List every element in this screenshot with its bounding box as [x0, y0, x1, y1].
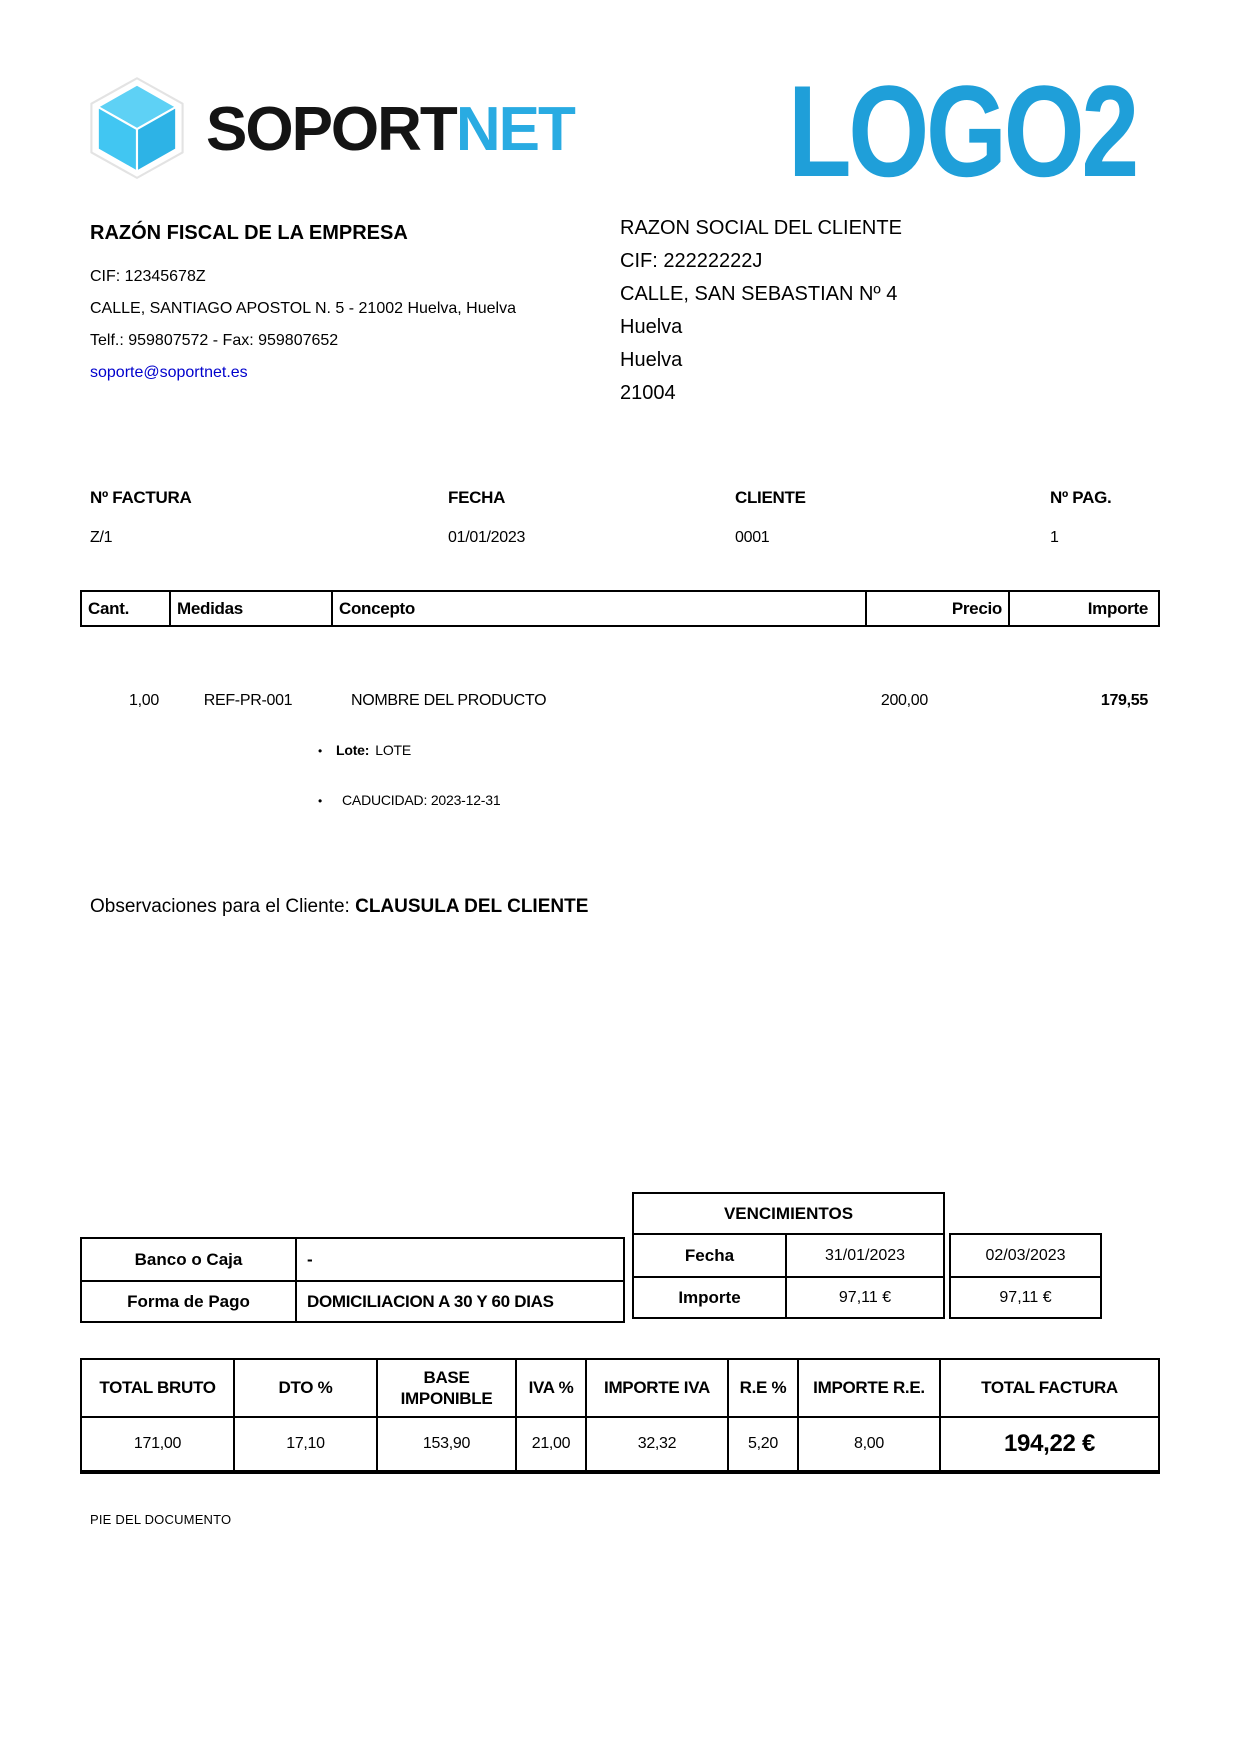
due2-amount: 97,11 € — [951, 1276, 1100, 1317]
totals-header-importe-iva: IMPORTE IVA — [585, 1360, 727, 1416]
client-name: RAZON SOCIAL DEL CLIENTE — [620, 217, 902, 239]
bullet-icon: • — [318, 744, 323, 758]
totals-header-importe-re: IMPORTE R.E. — [797, 1360, 939, 1416]
totals-value-importe-re: 8,00 — [797, 1418, 939, 1470]
due-dates-title: VENCIMIENTOS — [632, 1192, 945, 1235]
totals-value-total-factura: 194,22 € — [939, 1418, 1158, 1470]
invoice-date-value: 01/01/2023 — [448, 529, 526, 546]
items-header-concept: Concepto — [331, 592, 865, 625]
totals-header-base-imponible: BASE IMPONIBLE — [376, 1360, 515, 1416]
logo2-text: LOGO2 — [788, 58, 1137, 204]
invoice-client-value: 0001 — [735, 529, 770, 546]
totals-value-importe-iva: 32,32 — [585, 1418, 727, 1470]
invoice-page-block — [1050, 488, 1111, 547]
item-detail-caducidad — [318, 792, 500, 808]
item-amount: 179,55 — [1100, 692, 1148, 709]
due1-amount: 97,11 € — [838, 1288, 892, 1306]
client-address: CALLE, SAN SEBASTIAN Nº 4 — [620, 283, 898, 305]
items-header-amount: Importe — [1008, 592, 1154, 625]
client-info — [620, 212, 1100, 410]
client-cif: CIF: 22222222J — [620, 250, 763, 272]
payment-method-row — [82, 1280, 623, 1321]
brand-wordmark — [206, 94, 574, 164]
payment-method-label: Forma de Pago — [82, 1282, 297, 1321]
company-name: RAZÓN FISCAL DE LA EMPRESA — [90, 222, 408, 244]
company-info — [90, 222, 570, 389]
totals-value-total-bruto: 171,00 — [133, 1435, 182, 1452]
payment-method-value: DOMICILIACION A 30 Y 60 DIAS — [307, 1291, 554, 1311]
logo2 — [788, 58, 1223, 204]
brand-wordmark-soport: SOPORT — [206, 94, 456, 164]
due-amount-label: Importe — [634, 1278, 787, 1317]
items-header-price: Precio — [865, 592, 1008, 625]
items-header-qty: Cant. — [88, 598, 130, 618]
cube-logo-icon — [84, 74, 190, 185]
company-email-link[interactable]: soporte@soportnet.es — [90, 364, 248, 381]
bank-value: - — [307, 1249, 313, 1269]
item-detail-lote-label: Lote: — [336, 742, 370, 758]
totals-table — [80, 1358, 1160, 1474]
company-logo — [84, 74, 574, 185]
totals-header-re-pct: R.E % — [727, 1360, 797, 1416]
company-phone-fax: Telf.: 959807572 - Fax: 959807652 — [90, 332, 339, 349]
item-price: 200,00 — [880, 692, 928, 709]
client-observations — [90, 896, 588, 918]
invoice-number-block — [90, 488, 191, 547]
item-detail-lote-value: LOTE — [375, 742, 411, 758]
totals-value-dto: 17,10 — [233, 1418, 376, 1470]
invoice-client-block — [735, 488, 806, 547]
due-date-row — [634, 1235, 943, 1276]
due-dates-second-column — [949, 1233, 1102, 1319]
invoice-page-label: Nº PAG. — [1050, 488, 1112, 507]
items-table-header — [80, 590, 1160, 627]
due2-date: 02/03/2023 — [985, 1246, 1066, 1264]
totals-value-re-pct: 5,20 — [727, 1418, 797, 1470]
company-address: CALLE, SANTIAGO APOSTOL N. 5 - 21002 Huelva, Huelva — [90, 300, 516, 317]
due-date-label: Fecha — [634, 1235, 787, 1276]
bank-row — [82, 1239, 623, 1280]
due-dates-table — [632, 1233, 945, 1319]
item-reference: REF-PR-001 — [203, 692, 293, 709]
company-cif: CIF: 12345678Z — [90, 268, 206, 285]
item-concept: NOMBRE DEL PRODUCTO — [351, 692, 547, 709]
totals-header-total-factura: TOTAL FACTURA — [939, 1360, 1158, 1416]
totals-value-base-imponible: 153,90 — [376, 1418, 515, 1470]
totals-header-row — [82, 1360, 1158, 1416]
item-detail-caducidad-value: CADUCIDAD: 2023-12-31 — [342, 792, 501, 808]
brand-wordmark-net: NET — [455, 94, 574, 164]
items-header-measures: Medidas — [169, 592, 331, 625]
bank-label: Banco o Caja — [82, 1239, 297, 1280]
invoice-page-value: 1 — [1050, 529, 1059, 546]
bullet-icon: • — [318, 794, 323, 808]
document-footer: PIE DEL DOCUMENTO — [90, 1512, 232, 1527]
client-province: Huelva — [620, 349, 683, 371]
due1-date: 31/01/2023 — [824, 1246, 906, 1264]
invoice-number-label: Nº FACTURA — [90, 488, 192, 507]
observations-label: Observaciones para el Cliente: — [90, 896, 356, 917]
due-amount-row — [634, 1276, 943, 1317]
invoice-date-label: FECHA — [448, 488, 506, 507]
invoice-number-value: Z/1 — [90, 529, 113, 546]
totals-header-iva-pct: IVA % — [515, 1360, 585, 1416]
observations-value: CLAUSULA DEL CLIENTE — [355, 896, 589, 917]
totals-header-total-bruto: TOTAL BRUTO — [99, 1378, 216, 1398]
invoice-date-block — [448, 488, 525, 547]
item-detail-lote — [318, 742, 411, 758]
client-postal-code: 21004 — [620, 382, 676, 404]
invoice-client-label: CLIENTE — [735, 488, 806, 507]
totals-header-dto: DTO % — [233, 1360, 376, 1416]
totals-values-row — [82, 1416, 1158, 1470]
totals-value-iva-pct: 21,00 — [515, 1418, 585, 1470]
payment-table — [80, 1237, 625, 1323]
item-qty: 1,00 — [129, 692, 159, 709]
client-city: Huelva — [620, 316, 683, 338]
table-row — [80, 692, 1160, 710]
